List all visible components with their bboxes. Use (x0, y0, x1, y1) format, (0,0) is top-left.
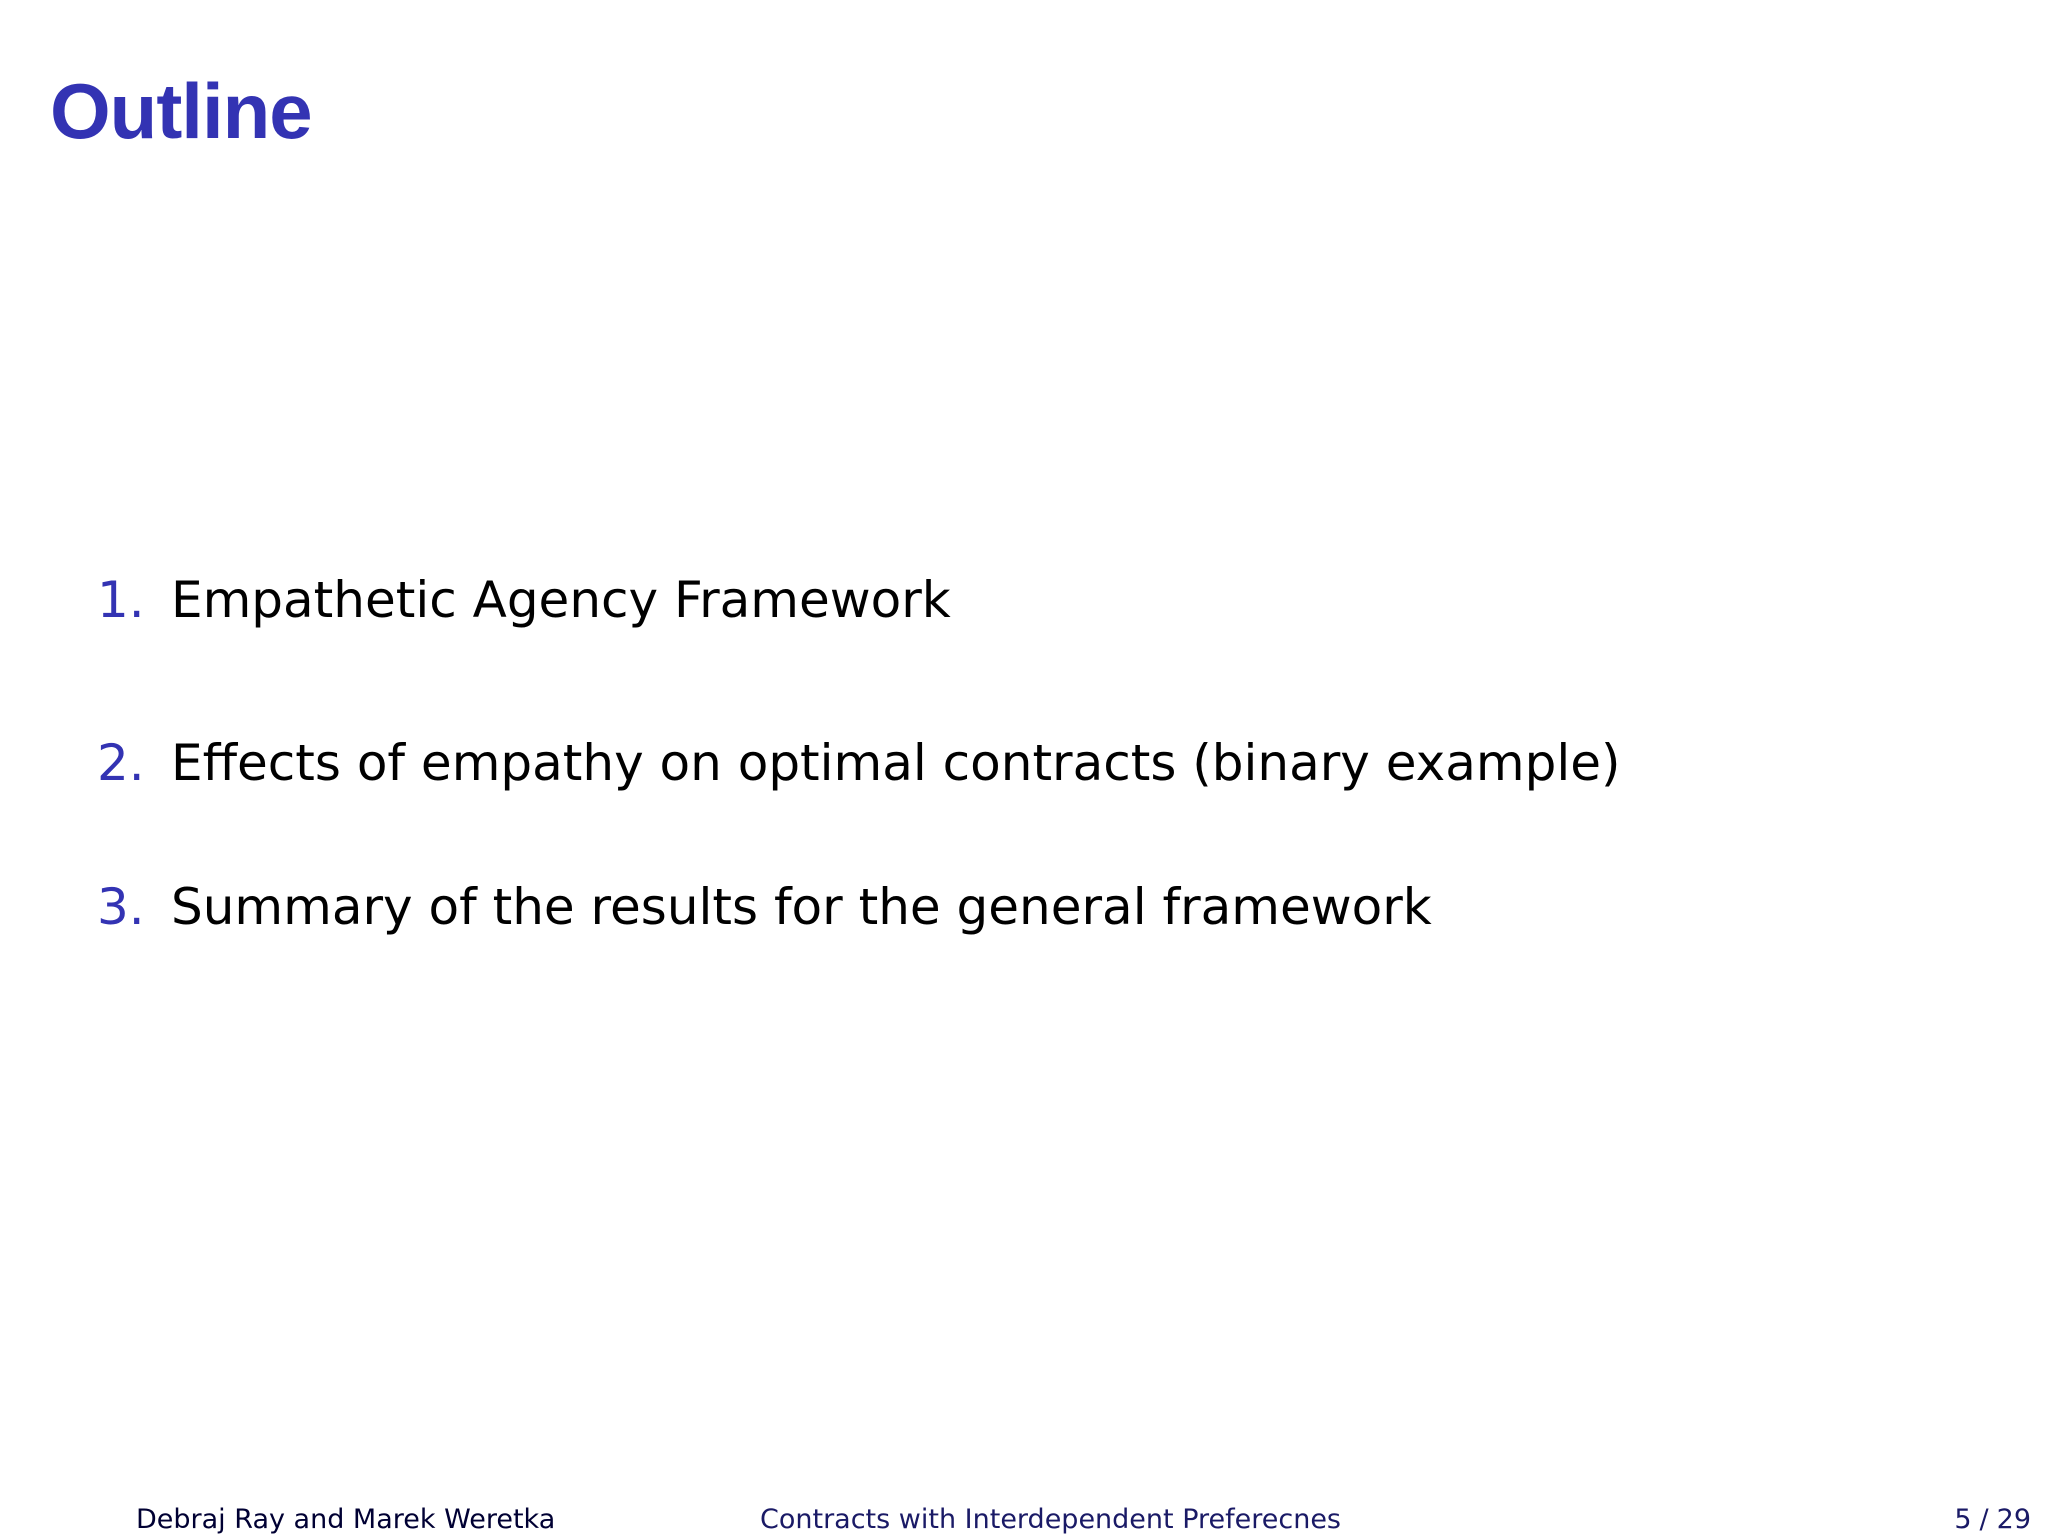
outline-item-2 (97, 734, 1621, 792)
outline-item-text: Summary of the results for the general framework (171, 878, 1432, 936)
outline-item-number: 2. (97, 734, 145, 792)
footer-talk-title: Contracts with Interdependent Preferecnes (760, 1504, 1342, 1535)
footer-authors: Debraj Ray and Marek Weretka (136, 1504, 556, 1535)
outline-item-number: 1. (97, 571, 145, 629)
outline-item-1 (97, 571, 951, 629)
outline-item-text: Effects of empathy on optimal contracts (binary example) (171, 734, 1621, 792)
page-current: 5 (1954, 1504, 1972, 1535)
page-total: 29 (1996, 1504, 2031, 1535)
frame-title: Outline (50, 67, 312, 155)
outline-item-text: Empathetic Agency Framework (171, 571, 951, 629)
outline-item-3 (97, 878, 1432, 936)
outline-item-number: 3. (97, 878, 145, 936)
footline (0, 1504, 2048, 1536)
page-separator: / (1979, 1504, 1989, 1535)
footer-page-number (1954, 1504, 2031, 1536)
